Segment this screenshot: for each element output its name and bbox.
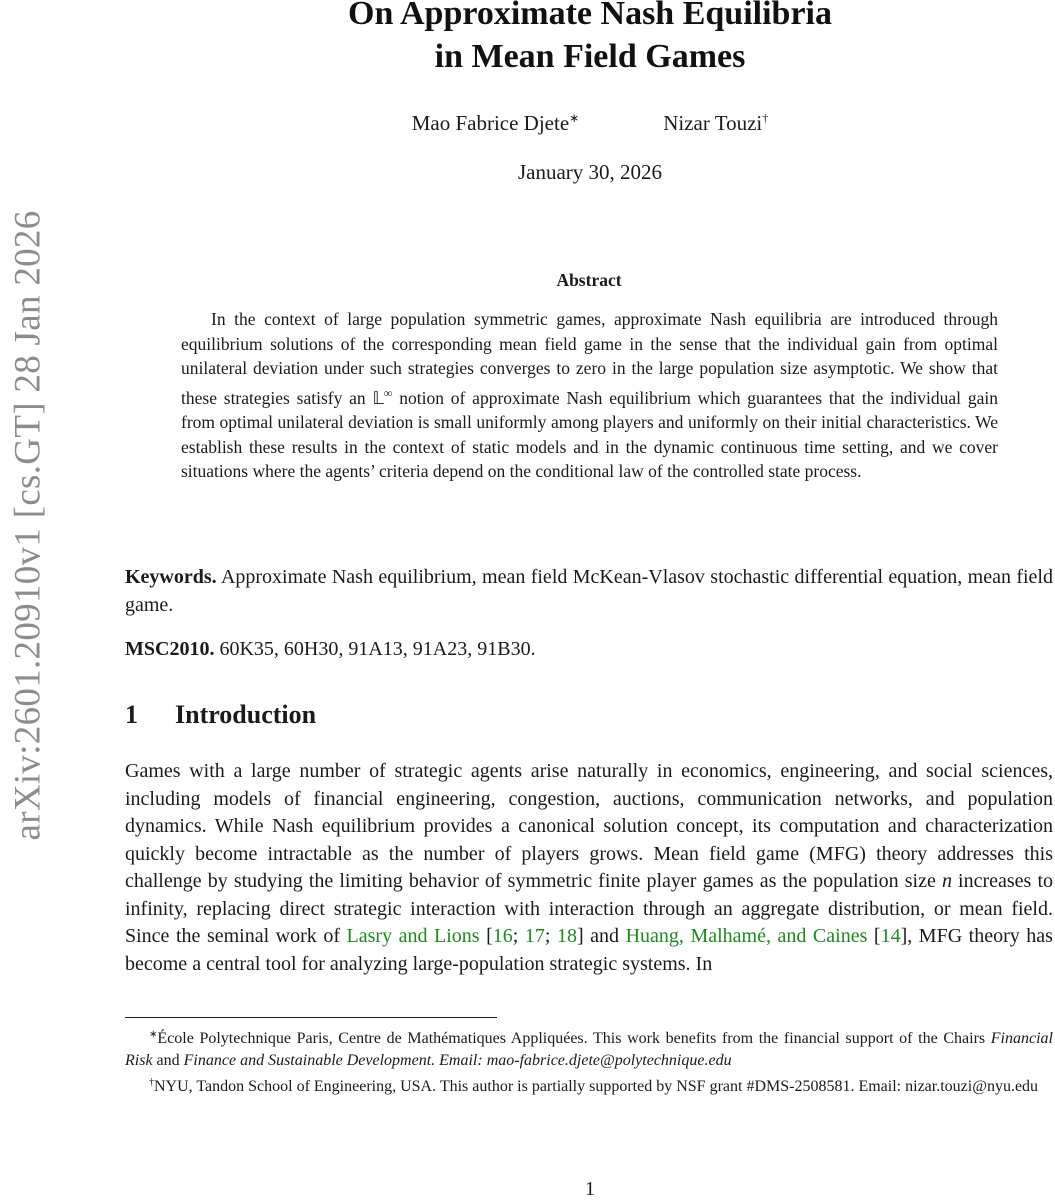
footnotes	[125, 1024, 1053, 1098]
introduction-paragraph: Games with a large number of strategic agents arise naturally in economics, engineering, and social sciences, including models of financial engineering, congestion, auctions, communication networks, and population dynamics. While Nash equilibrium provides a canonical solution concept, its computation and characterization quickly become intractable as the number of players grows. Mean field game (MFG) theory addresses this challenge by studying the limiting behavior of symmetric finite player games as the population size n increases to infinity, replacing direct strategic interaction with interaction through an aggregate distribution, or mean field. Since the seminal work of Lasry and Lions [16; 17; 18] and Huang, Malhamé, and Caines [14], MFG theory has become a central tool for analyzing large-population strategic systems. In	[125, 760, 1053, 975]
keywords	[125, 564, 1053, 619]
footnote-divider	[125, 1017, 497, 1018]
author-2-footnote-mark[interactable]: †	[762, 111, 769, 125]
section-number: 1	[125, 700, 138, 729]
author-1: Mao Fabrice Djete∗	[411, 111, 580, 135]
title-line-1: On Approximate Nash Equilibria	[348, 0, 832, 32]
l-infinity-symbol: 𝕃∞	[372, 385, 393, 408]
footnote-1-email: Email: mao-fabrice.djete@polytechnique.edu	[439, 1052, 732, 1069]
msc-text: 60K35, 60H30, 91A13, 91A23, 91B30.	[214, 638, 536, 660]
variable-n: n	[941, 870, 952, 892]
keywords-label: Keywords.	[125, 566, 217, 588]
msc-codes	[125, 636, 1053, 664]
author-2: Nizar Touzi†	[663, 111, 769, 135]
citation-16[interactable]: 16	[492, 925, 513, 947]
abstract-body: In the context of large population symmetric games, approximate Nash equilibria are introduced through equilibrium solutions of the corresponding mean field game in the sense that the individual gain from optimal unilateral deviation under such strategies converges to zero in the large population size asymptotic. We show that these strategies satisfy an 𝕃∞ notion of approximate Nash equilibrium which guarantees that the individual gain from optimal unilateral deviation is small uniformly among players and uniformly on their initial characteristics. We establish these results in the context of static models and in the dynamic continuous time setting, and we cover situations where the agents’ criteria depend on the conditional law of the controlled state process.	[181, 309, 998, 481]
title-line-2: in Mean Field Games	[434, 38, 746, 75]
citation-18[interactable]: 18	[556, 925, 577, 947]
keywords-text: Approximate Nash equilibrium, mean field McKean-Vlasov stochastic differential equation, mean field game.	[125, 566, 1053, 616]
author-list	[200, 111, 980, 136]
paper-date: January 30, 2026	[517, 160, 663, 184]
arxiv-stamp-text: arXiv:2601.20910v1 [cs.GT] 28 Jan 2026	[7, 209, 49, 841]
citation-17[interactable]: 17	[524, 925, 545, 947]
arxiv-stamp	[3, 170, 53, 880]
link-huang-malhame-caines[interactable]: Huang, Malhamé, and Caines	[625, 925, 868, 947]
citation-14[interactable]: 14	[880, 925, 901, 947]
page-number: 1	[585, 1178, 595, 1200]
footnote-2: †NYU, Tandon School of Engineering, USA. This author is partially supported by NSF grant #DMS-2508581. Email: nizar.touzi@nyu.edu	[149, 1077, 1039, 1095]
author-1-footnote-mark[interactable]: ∗	[569, 111, 580, 125]
link-lasry-lions[interactable]: Lasry and Lions	[346, 925, 480, 947]
abstract-heading: Abstract	[556, 270, 622, 290]
section-title: Introduction	[175, 700, 317, 729]
section-heading-introduction	[125, 700, 316, 730]
footnote-1: ∗École Polytechnique Paris, Centre de Mathématiques Appliquées. This work benefits from the financial support of the Chairs Financial Risk and Finance and Sustainable Development. Email: mao-fabrice.djete@polytechnique.edu	[125, 1029, 1053, 1069]
msc-label: MSC2010.	[125, 638, 215, 660]
paper-title	[200, 0, 980, 78]
